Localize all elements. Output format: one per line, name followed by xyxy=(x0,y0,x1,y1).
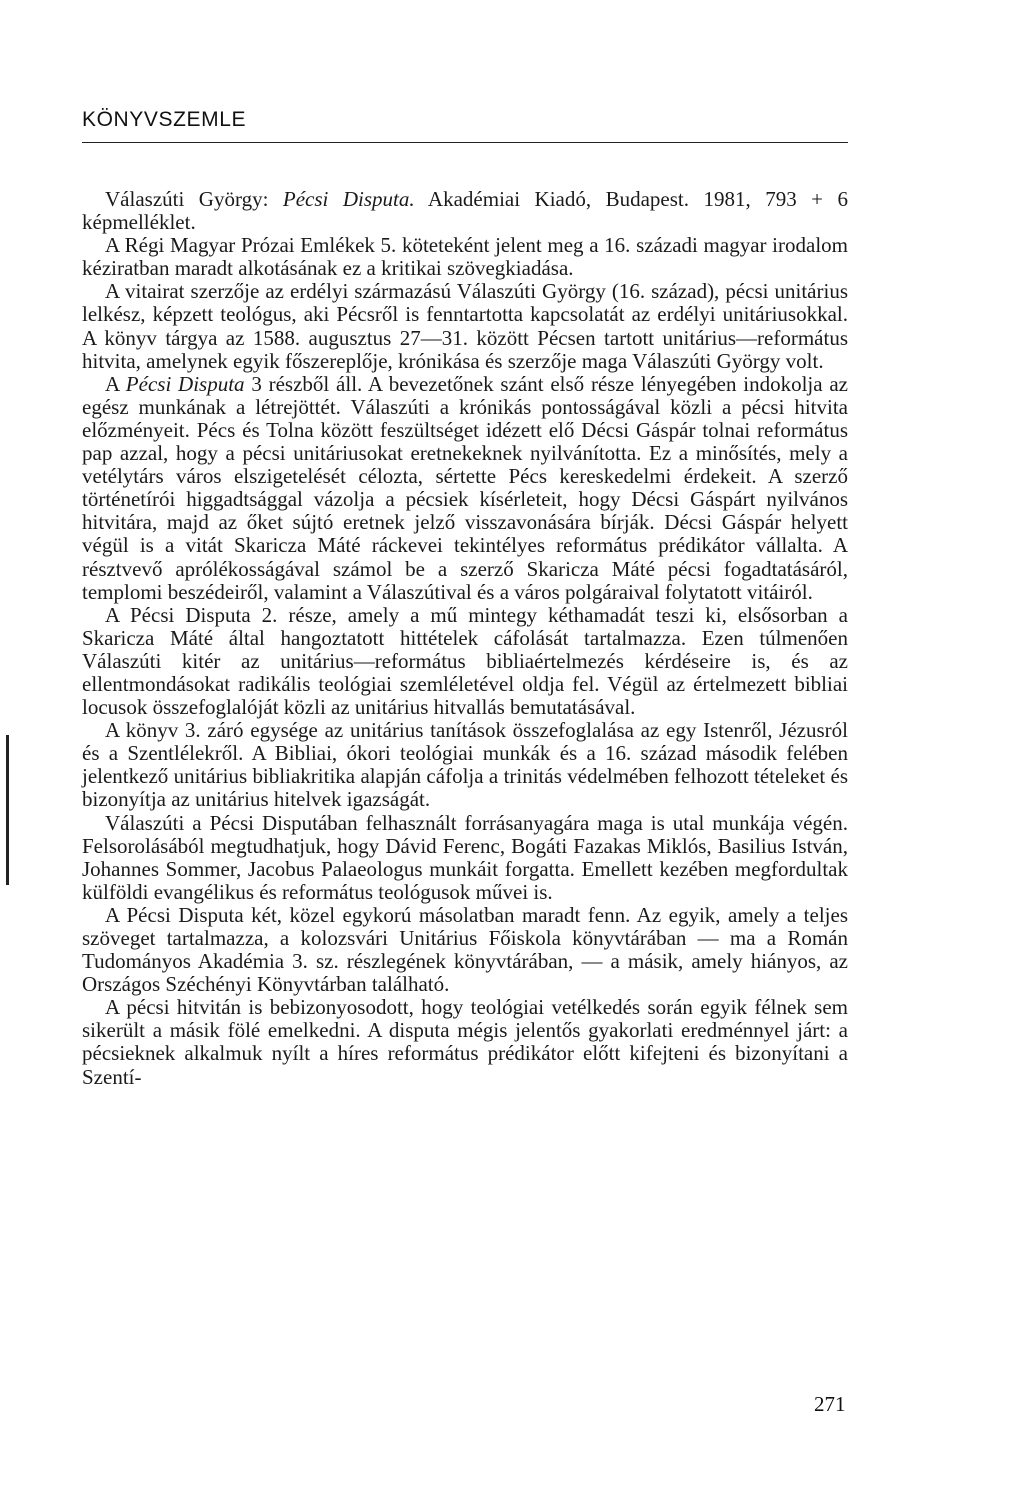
paragraph: A Pécsi Disputa két, közel egykorú másolatban maradt fenn. Az egyik, amely a teljes szöveget tartalmazza, a kolozsvári Unitárius Főiskola könyvtárában — ma a Román Tudományos Akadémia 3. sz. részlegének könyvtárában, — a másik, amely hiányos, az Országos Széchényi Könyvtárban található. xyxy=(82,902,848,997)
paragraph-text: 3 részből áll. A bevezetőnek szánt első része lényegében indokolja az egész munkának a létrejöttét. Válaszúti a krónikás pontosságával közli a pécsi hitvita előzményeit. Pécs és Tolna között feszültséget idézett elő Décsi Gáspár tolnai református pap azzal, hogy a pécsi unitáriusokat eretnekeknek nyilvánította. Ez a minősítés, mely a vetélytárs város elszigetelését célozta, sértette Pécs kereskedelmi érdekeit. A szerző történetírói higgadtsággal vázolja a pécsiek kísérleteit, hogy Décsi Gáspárt nyilvános hitvitára, majd az őket sújtó eretnek jelző visszavonására bírják. Décsi Gáspár helyett végül is a vitát Skaricza Máté ráckevei tekintélyes református prédikátor vállalta. A résztvevő aprólékosságával számol be a szerző Skaricza Máté pécsi fogadtatásáról, templomi beszédeiről, valamint a Válaszútival és a város polgáraival folytatott vitáiról. xyxy=(82,371,848,604)
header-rule xyxy=(82,142,848,143)
paragraph: Válaszúti a Pécsi Disputában felhasznált forrásanyagára maga is utal munkája végén. Felsorolásából megtudhatjuk, hogy Dávid Ferenc, Bogáti Fazakas Miklós, Basilius István, Johannes Sommer, Jacobus Palaeologus munkáit forgatta. Emellett kezében megfordultak külföldi evangélikus és református teológusok művei is. xyxy=(82,810,848,904)
paragraph-lead: A xyxy=(105,371,126,396)
paragraph: A pécsi hitvitán is bebizonyosodott, hogy teológiai vetélkedés során egyik félnek sem sikerült a másik fölé emelkedni. A disputa mégis jelentős gyakorlati eredménnyel járt: a pécsieknek alkalmuk nyílt a híres református prédikátor előtt kifejteni és bizonyítani a Szentí- xyxy=(82,995,848,1089)
paragraph: A könyv 3. záró egysége az unitárius tanítások összefoglalása az egy Istenről, Jézusról és a Szentlélekről. A Bibliai, ókori teológiai munkák és a 16. század második felében jelentkező unitárius bibliakritika alapján cáfolja a trinitás védelmében felhozott tételeket és bizonyítja az unitárius hitelvek igazságát. xyxy=(82,718,848,812)
biblio-details: Akadémiai Kiadó, Budapest. 1981, 793 + 6 képmelléklet. xyxy=(82,187,849,235)
work-title: Pécsi Disputa xyxy=(125,371,245,396)
margin-mark xyxy=(6,735,9,885)
paragraph: A Pécsi Disputa 2. része, amely a mű mintegy kéthamadát teszi ki, elsősorban a Skaricza Máté által hangoztatott hittételek cáfolását tartalmazza. Ezen túlmenően Válaszúti kitér az unitárius—református bibliaértelmezés kérdéseire is, és az ellentmondásokat radikális teológiai szemléletével oldja fel. Végül az értelmezett bibliai locusok összefoglalóját közli az unitárius hitvallás bemutatásával. xyxy=(82,602,848,720)
paragraph xyxy=(82,373,848,604)
running-head: KÖNYVSZEMLE xyxy=(82,108,247,131)
biblio-title: Pécsi Disputa. xyxy=(282,187,415,211)
paragraph: A vitairat szerzője az erdélyi származású Válaszúti György (16. század), pécsi unitárius lelkész, képzett teológus, aki Pécsről is fenntartotta kapcsolatát az erdélyi unitáriusokkal. A könyv tárgya az 1588. augusztus 27—31. között Pécsen tartott unitárius—református hitvita, amelynek egyik főszereplője, krónikása és szerzője maga Válaszúti György volt. xyxy=(82,279,848,373)
review-body xyxy=(82,188,848,1089)
page-number: 271 xyxy=(814,1392,846,1416)
biblio-author: Válaszúti György: xyxy=(105,187,283,211)
bibliographic-entry xyxy=(82,188,848,234)
paragraph: A Régi Magyar Prózai Emlékek 5. köteteként jelent meg a 16. századi magyar irodalom kéziratban maradt alkotásának ez a kritikai szövegkiadása. xyxy=(82,233,848,281)
